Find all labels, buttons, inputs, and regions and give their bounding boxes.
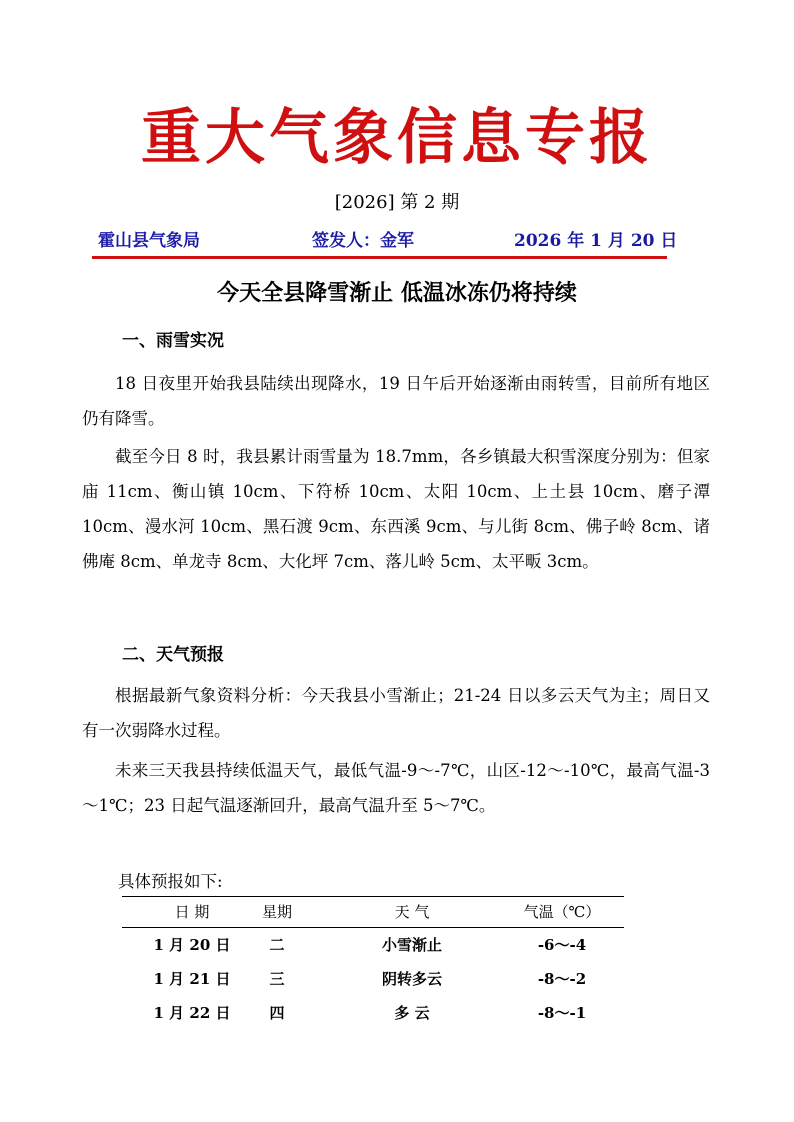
table-row bbox=[122, 928, 624, 962]
cell-temperature: -8～-1 bbox=[537, 1004, 587, 1022]
table-header-row bbox=[122, 896, 624, 928]
issuer-signer: 签发人：金军 bbox=[312, 231, 414, 251]
issue-date: 2026 年 1 月 20 日 bbox=[514, 231, 678, 251]
cell-temperature: -6～-4 bbox=[537, 936, 587, 954]
issuer-org: 霍山县气象局 bbox=[98, 231, 200, 251]
header-weekday: 星期 bbox=[261, 903, 292, 921]
forecast-table bbox=[122, 896, 624, 1030]
masthead-title: 重大气象信息专报 bbox=[141, 103, 653, 173]
cell-temperature: -8～-2 bbox=[537, 970, 587, 988]
header-temperature: 气温（℃） bbox=[523, 903, 601, 921]
paragraph-observation-2: 截至今日 8 时，我县累计雨雪量为 18.7mm，各乡镇最大积雪深度分别为：但家庙 11cm、衡山镇 10cm、下符桥 10cm、太阳 10cm、上土县 10cm、磨子潭 10cm、漫水河 10cm、黑石渡 9cm、东西溪 9cm、与儿街 8cm、佛子岭 8cm、诸佛庵 8cm、单龙寺 8cm、大化坪 7cm、落儿岭 5cm、太平畈 3cm。 bbox=[82, 447, 710, 571]
cell-weekday: 三 bbox=[269, 970, 285, 988]
paragraph-forecast-2: 未来三天我县持续低温天气，最低气温-9～-7℃，山区-12～-10℃，最高气温-3～1℃；23 日起气温逐渐回升，最高气温升至 5～7℃。 bbox=[82, 761, 710, 815]
cell-weather: 小雪渐止 bbox=[381, 936, 442, 954]
header-divider bbox=[92, 256, 667, 259]
table-row bbox=[122, 996, 624, 1030]
cell-weekday: 四 bbox=[269, 1004, 285, 1022]
header-weather: 天 气 bbox=[394, 903, 430, 921]
cell-weather: 多 云 bbox=[394, 1004, 430, 1022]
section-title-observations: 一、雨雪实况 bbox=[122, 331, 224, 351]
section-title-forecast: 二、天气预报 bbox=[122, 645, 224, 665]
table-intro: 具体预报如下: bbox=[118, 872, 223, 891]
report-headline: 今天全县降雪渐止 低温冰冻仍将持续 bbox=[217, 280, 577, 306]
issue-number: [2026] 第 2 期 bbox=[334, 192, 460, 213]
cell-date: 1 月 20 日 bbox=[153, 936, 231, 954]
header-date: 日 期 bbox=[174, 903, 210, 921]
cell-weather: 阴转多云 bbox=[381, 970, 442, 988]
table-row bbox=[122, 962, 624, 996]
paragraph-observation-1: 18 日夜里开始我县陆续出现降水，19 日午后开始逐渐由雨转雪，目前所有地区仍有降雪。 bbox=[82, 374, 710, 428]
paragraph-forecast-1: 根据最新气象资料分析：今天我县小雪渐止；21-24 日以多云天气为主；周日又有一次弱降水过程。 bbox=[82, 686, 710, 740]
cell-date: 1 月 22 日 bbox=[153, 1004, 231, 1022]
cell-weekday: 二 bbox=[269, 936, 285, 954]
cell-date: 1 月 21 日 bbox=[153, 970, 231, 988]
